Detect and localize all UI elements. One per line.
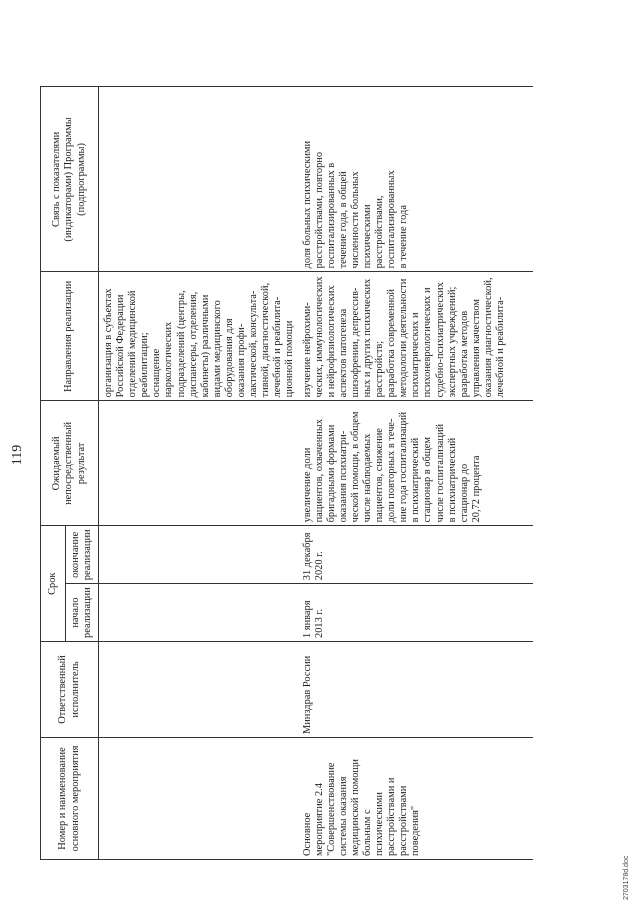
cell-text-line: "Совершенствование <box>325 762 337 856</box>
cell-expected-result <box>99 401 298 526</box>
cell-text-line: реабилитации; <box>139 332 151 398</box>
cell-text-line: психоневрологических и <box>422 287 434 398</box>
cell-end <box>99 526 298 584</box>
cell-text-line: оборудования для <box>223 318 235 398</box>
cell-text-line: увеличение доли <box>301 447 313 523</box>
cell-text-line: 1 января <box>301 600 313 638</box>
cell-text-line: диспансеры, отделения, <box>187 291 199 398</box>
cell-text-line: разработка методов <box>458 310 470 398</box>
cell-executor <box>99 642 298 738</box>
cell-text-line: судебно-психиатрических <box>434 282 446 398</box>
cell-text-line: системы оказания <box>337 776 349 856</box>
cell-text-line: лечебной и реабилита- <box>272 296 284 398</box>
cell-text-line: бригадными формами <box>325 424 337 523</box>
cell-text-line: экспертных учреждений; <box>446 286 458 398</box>
cell-text-line: (индикаторами) Программы <box>63 117 75 242</box>
header-end <box>66 526 99 584</box>
header-number-name <box>41 738 99 860</box>
cell-text-line: реализации <box>82 529 93 581</box>
cell-text-line: в течение года <box>398 205 410 269</box>
cell-text-line: (подпрограммы) <box>75 143 87 216</box>
cell-text-line: поведения" <box>410 805 422 856</box>
cell-text-line: начало <box>69 597 81 628</box>
cell-text-line: числе наблюдаемых <box>361 433 373 523</box>
cell-text-line: Российской Федерации <box>115 294 127 398</box>
cell-start <box>99 584 298 642</box>
cell-expected-result <box>298 401 533 526</box>
cell-text-line: ние года госпитализаций <box>398 411 410 523</box>
cell-text-line: расстройствами <box>398 785 410 856</box>
cell-text-line: Минздрав России <box>301 655 313 734</box>
cell-text-line: управления качеством <box>470 299 482 398</box>
cell-text-line: расстройств; <box>374 340 386 398</box>
cell-text-line: расстройствами, повторно <box>313 151 325 269</box>
cell-text-line: оказания диагностической, <box>482 277 494 398</box>
cell-text-line: госпитализированных <box>386 170 398 269</box>
cell-text-line: больным с <box>361 809 373 856</box>
cell-text-line: доля больных психическими <box>301 140 313 269</box>
cell-text-line: Основное <box>301 812 313 856</box>
cell-text-line: мероприятие 2.4 <box>313 783 325 856</box>
cell-text-line: отделений медицинской <box>127 290 139 398</box>
cell-text-line: Направления реализации <box>63 280 75 393</box>
header-term: Срок <box>41 526 66 642</box>
cell-text-line: Ответственный <box>57 655 69 724</box>
cell-text-line: Связь с показателями <box>51 131 63 227</box>
cell-text-line: ческих, иммунологических <box>313 276 325 398</box>
cell-text-line: в психиатрический <box>410 437 422 523</box>
cell-text-line: методологии деятельности <box>398 278 410 398</box>
cell-text-line: числе госпитализаций <box>434 423 446 523</box>
cell-text-line: разработка современной <box>386 289 398 398</box>
cell-text-line: Ожидаемый <box>51 436 63 491</box>
cell-indicators-link <box>298 87 533 272</box>
cell-text-line: основного мероприятия <box>69 745 81 852</box>
header-indicators-link <box>41 87 99 272</box>
cell-end <box>298 526 533 584</box>
cell-text-line: наркологических <box>163 321 175 398</box>
cell-text-line: пациентов, снижение <box>374 428 386 523</box>
cell-directions <box>99 272 298 401</box>
cell-text-line: лечебной и реабилита- <box>495 296 506 398</box>
cell-text-line: 31 декабря <box>301 532 313 581</box>
cell-directions <box>298 272 533 401</box>
cell-text-line: шизофрении, депрессив- <box>349 287 361 398</box>
cell-text-line: расстройствами, <box>374 195 386 269</box>
cell-text-line: в психиатрический <box>446 437 458 523</box>
cell-text-line: медицинской помощи <box>349 759 361 856</box>
cell-number-name <box>298 738 533 860</box>
cell-text-line: и нейрофизиологических <box>325 285 337 398</box>
header-start <box>66 584 99 642</box>
cell-text-line: исполнитель <box>69 661 81 718</box>
cell-text-line: изучение нейрохими- <box>301 302 313 398</box>
cell-executor <box>298 642 533 738</box>
cell-text-line: расстройствами и <box>386 777 398 856</box>
cell-text-line: организация в субъектах <box>103 288 114 398</box>
header-directions <box>41 272 99 401</box>
header-executor <box>41 642 99 738</box>
cell-text-line: результат <box>75 442 87 485</box>
cell-text-line: психическими <box>374 792 386 856</box>
cell-text-line: 20,72 процента <box>470 455 482 523</box>
cell-text-line: психическими <box>361 204 373 269</box>
cell-start <box>298 584 533 642</box>
cell-text-line: госпитализированных в <box>325 162 337 269</box>
cell-indicators-link <box>99 87 298 272</box>
cell-text-line: ческой помощи, в общем <box>349 411 361 523</box>
cell-text-line: численности больных <box>349 171 361 269</box>
table-row <box>298 87 533 860</box>
cell-text-line: оснащение <box>151 348 163 398</box>
cell-text-line: 2020 г. <box>313 551 325 581</box>
header-expected-result <box>41 401 99 526</box>
cell-text-line: непосредственный <box>63 421 75 505</box>
cell-text-line: стационар в общем <box>422 437 434 523</box>
cell-text-line: стационар до <box>458 463 470 523</box>
cell-text-line: оказания профи- <box>236 323 248 398</box>
cell-text-line: окончание <box>69 531 81 578</box>
table-row <box>99 87 298 860</box>
document-code: 2703178d.doc <box>623 855 630 900</box>
cell-text-line: течение года, в общей <box>337 171 349 269</box>
program-table <box>40 86 533 860</box>
cell-number-name <box>99 738 298 860</box>
cell-text-line: видами медицинского <box>211 300 223 398</box>
cell-text-line: тивной, диагностической, <box>260 282 272 398</box>
cell-text-line: доли повторных в тече- <box>386 418 398 523</box>
cell-text-line: пациентов, охваченных <box>313 419 325 523</box>
cell-text-line: 2013 г. <box>313 608 325 638</box>
cell-text-line: лактической, консульта- <box>248 290 260 398</box>
page-number: 119 <box>10 444 25 466</box>
cell-text-line: подразделений (центры, <box>175 290 187 398</box>
cell-text-line: оказания психиатри- <box>337 430 349 523</box>
cell-text-line: ционной помощи <box>284 320 296 398</box>
cell-text-line: психиатрических и <box>410 312 422 398</box>
cell-text-line: аспектов патогенеза <box>337 308 349 398</box>
cell-text-line: Номер и наименование <box>57 747 69 850</box>
cell-text-line: кабинеты) различными <box>199 294 211 398</box>
cell-text-line: ных и других психических <box>361 278 373 398</box>
cell-text-line: реализации <box>82 587 93 638</box>
